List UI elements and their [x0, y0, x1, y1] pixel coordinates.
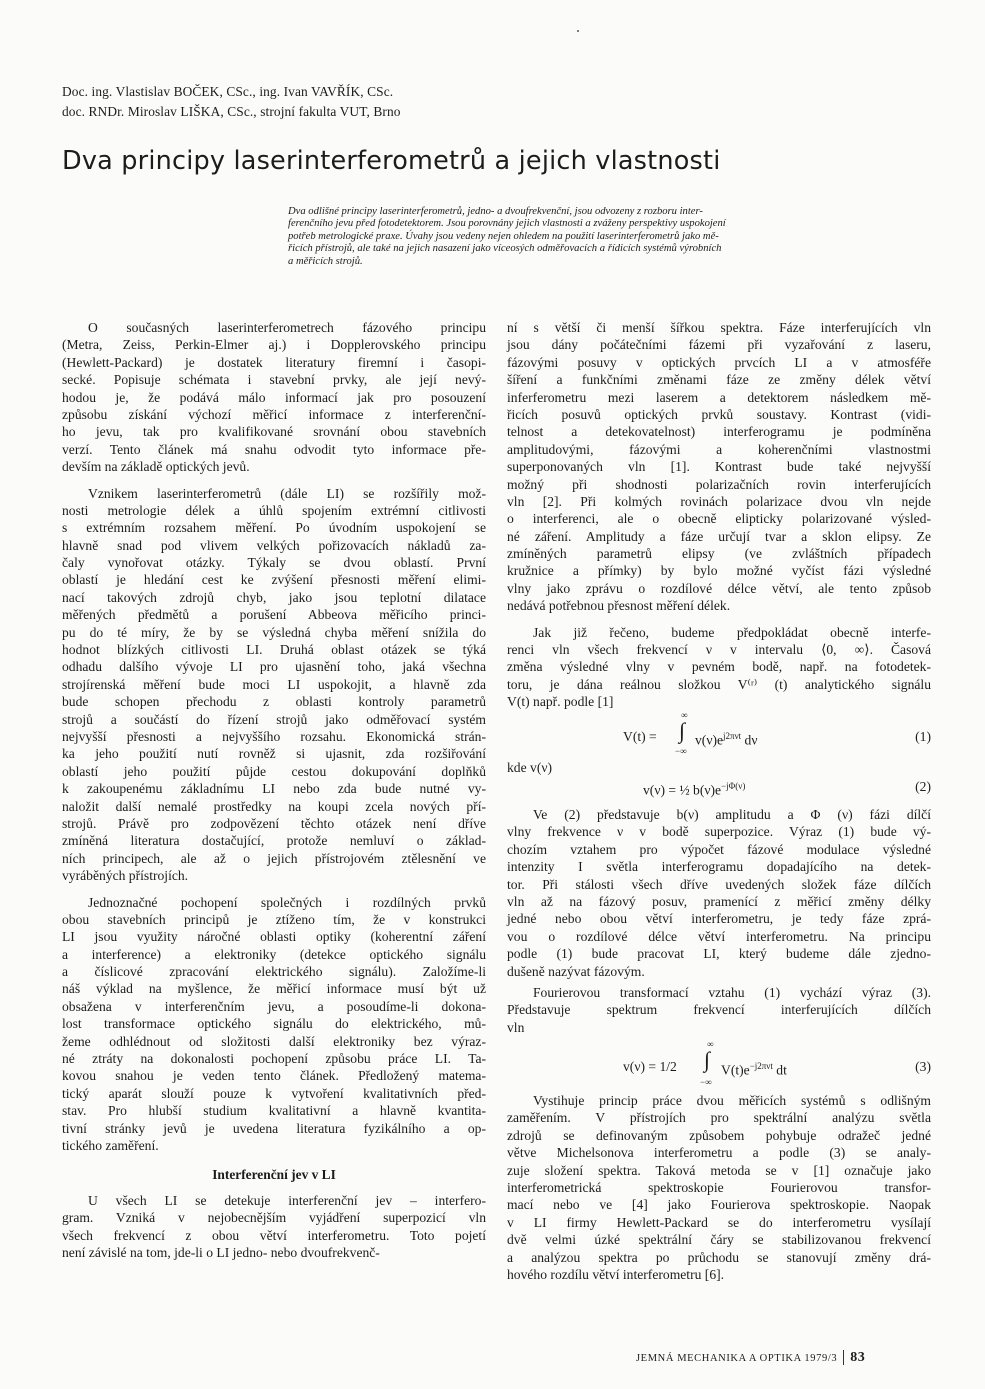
text-line: interferometrická spektroskopie Fourierovou transfor-	[507, 1180, 931, 1196]
text-line: telnost a detekovatelnost) interferogramu je podmíněna	[507, 424, 931, 440]
integral-sign: ∫	[679, 717, 686, 743]
left-column	[62, 319, 486, 1261]
text-line: verzí. Tento článek má snahu odvodit tyto informace pře-	[62, 441, 486, 457]
text-line: vyráběných přístrojích.	[62, 868, 189, 884]
text-line: hodnot blízkých citlivosti LI. Druhá oblast otázek se týká	[62, 642, 486, 658]
article-title: Dva principy laserinterferometrů a jejich vlastnosti	[62, 146, 721, 176]
text-line: stav. Pro hlubší studium kvalitativní a hlavně kvantita-	[62, 1103, 486, 1119]
text-line: zuje složení spektra. Taková metoda se v [1] označuje jako	[507, 1162, 931, 1178]
text-line: Vznikem laserinterferometrů (dále LI) se rozšířily mož-	[88, 485, 486, 501]
text-line: nejvyšší přesnosti a nejvyššího rozsahu. Ekonomická strán-	[62, 728, 486, 744]
text-line: inferferometru mezi laserem a detektorem následkem mě-	[507, 389, 931, 405]
text-line: k zakoupenému základnímu LI nebo zda bude nutné vy-	[62, 781, 486, 797]
speck-mark	[577, 30, 579, 32]
text-line: tický aparát slouží pouze k vytvoření kvalitativních před-	[62, 1085, 486, 1101]
text-line: obou stavebních principů je ztíženo tím, že v konstrukci	[62, 911, 486, 927]
text-line: vou o rozdílové délce větví interferometru. Na principu	[507, 928, 931, 944]
text-line: fázovými posuvy v optických prvcích LI a v atmosféře	[507, 354, 931, 370]
journal-name: JEMNÁ MECHANIKA A OPTIKA 1979/3	[636, 1353, 838, 1364]
text-line: toru, je dána reálnou složkou V⁽ʳ⁾ (t) analytického signálu	[507, 676, 931, 692]
text-line: dvě velmi úzké spektrální čáry se stabilizovanou frekvencí	[507, 1232, 931, 1248]
text-line: Jednoznačné pochopení společných i rozdílných prvků	[88, 894, 486, 910]
text-line: s extrémním rozsahem měření. Po úvodním uspokojení se	[62, 520, 486, 536]
text-line: chozím vztahem pro výpočet fázové modulace výsledné	[507, 841, 931, 857]
paragraph	[507, 319, 931, 615]
eq1-lhs: V(t) =	[623, 728, 657, 744]
text-line: čaly vynořovat otázky. Týkaly se dvou oblastí. První	[62, 555, 486, 571]
text-line: o interferenci, ale o obecně elipticky polarizované výsled-	[507, 511, 931, 527]
eq3-lhs: v(ν) = 1/2	[623, 1059, 677, 1075]
text-line: řicích posuvů optických prvků soustavy. Kontrast (vidi-	[507, 406, 931, 422]
eq1-integrand: v(ν)e	[695, 732, 724, 748]
eq3-rhs	[721, 1058, 787, 1079]
text-line: ních principech, ale až o jejich přístrojovém ztělesnění ve	[62, 850, 486, 866]
text-line: Vystihuje princip práce dvou měřicích systémů s odlišným	[533, 1093, 931, 1109]
text-line: bude schopen přechodu z oblasti kontroly parametrů	[62, 694, 486, 710]
text-line: hlavně snad pod vlivem velkých pořizovacích nákladů za-	[62, 537, 486, 553]
abstract-line: potřeb metrologické praxe. Úvahy jsou vedeny nejen ohledem na použití laserinterferometrů jako mě-	[288, 230, 719, 242]
equation-1	[507, 711, 931, 759]
text-line: zmíněných parametrů elipsy (ve zvláštních případech	[507, 546, 931, 562]
paragraph	[507, 1092, 931, 1283]
text-line: né ztráty na dokonalosti pochopení způsobu práce LI. Ta-	[62, 1051, 486, 1067]
paragraph	[62, 894, 486, 1155]
text-line: zmíněná literatura dostačující, protože nemluví o základ-	[62, 833, 486, 849]
text-line: podle (1) bude pracovat LI, který budeme dále zjedno-	[507, 946, 931, 962]
text-line: vln	[507, 1019, 525, 1035]
text-line: zdrojů se definovaným způsobem pohybuje odražeč jedné	[507, 1127, 931, 1143]
eq3-exponent: −j2πνt	[749, 1061, 773, 1072]
text-line: a číslicové zpracování elektrického signálu). Založíme-li	[62, 964, 486, 980]
text-line: jedné nebo obou větví interferometru, je tedy fáze zprá-	[507, 911, 931, 927]
text-line: jsou dány počátečními fázemi při vyzařování z laseru,	[507, 337, 931, 353]
paragraph	[62, 319, 486, 476]
eq3-number: (3)	[915, 1059, 931, 1075]
text-line: kružnice a přímky) by bylo možné vyčíst fázi výsledné	[507, 563, 931, 579]
text-line: všech frekvencí z obou větví interferometru. Toto pojetí	[62, 1227, 486, 1243]
paragraph	[62, 485, 486, 885]
text-line: náš výklad na myšlence, že měřicí informace musí být už	[62, 981, 486, 997]
text-line: šíření a funkčními změnami fáze ze změny délek větví	[507, 372, 931, 388]
text-line: naložit další nemalé prostředky na koupi zcela nových pří-	[62, 798, 486, 814]
text-line: strojů. Právě pro zodpovězení těchto otázek není dříve	[62, 815, 486, 831]
text-line: vln až na fázový posuv, pramenící z měřicí změny délky	[507, 893, 931, 909]
text-line: možný při shodnosti polarizačních rovin interferujících	[507, 476, 931, 492]
paragraph	[507, 624, 931, 711]
text-line: secké. Popisuje schémata i stavební prvky, ale její nevý-	[62, 372, 486, 388]
text-line: (Metra, Zeiss, Perkin-Elmer aj.) i Dopplerovského principu	[62, 337, 486, 353]
section-heading: Interferenční jev v LI	[212, 1167, 336, 1183]
eq1-lower-limit: −∞	[675, 745, 687, 756]
text-line: obsažena v interferenčním jevu, a posoudíme-li dokona-	[62, 998, 486, 1014]
text-line: strojů a součástí do řízení strojů jako odměřovací systém	[62, 711, 486, 727]
author-line-2: doc. RNDr. Miroslav LIŠKA, CSc., strojní fakulta VUT, Brno	[62, 104, 401, 119]
text-line: ka jeho použití nutí rovněž si ujasnit, zda rozšiřování	[62, 746, 486, 762]
eq2-body	[643, 778, 745, 799]
integral-sign: ∫	[704, 1047, 711, 1073]
text-line: způsobu získání výchozí měřicí informace z interferenční-	[62, 406, 486, 422]
eq1-rhs	[695, 728, 758, 749]
abstract-line: ferenčního jevu před fotodetektorem. Jsou porovnány jejich vlastnosti a zváženy perspektivy uspokojení	[288, 218, 726, 230]
eq3-lower-limit: −∞	[700, 1077, 712, 1088]
text-line: Představuje spektrum frekvencí interferujících dílčích	[507, 1002, 931, 1018]
equation-2	[507, 776, 931, 806]
text-line: nosti metrologie délek a úhlů spojením extrémní citlivosti	[62, 502, 486, 518]
text-line: pu do té míry, že by se výsledná chyba měření snížila do	[62, 624, 486, 640]
text-line: vlny frekvence ν v bodě superpozice. Výraz (1) bude vý-	[507, 824, 931, 840]
text-line: Fourierovou transformací vztahu (1) vychází výraz (3).	[533, 984, 931, 1000]
text-line: není závislé na tom, jde-li o LI jedno- nebo dvoufrekvenč-	[62, 1244, 380, 1260]
kde-line: kde v(ν)	[507, 759, 553, 775]
eq3-upper-limit: ∞	[707, 1039, 714, 1050]
paragraph	[62, 1192, 486, 1262]
text-line: superponovaných vln [1]. Kontrast bude také nejvyšší	[507, 459, 931, 475]
text-line: hového rozdílu větví interferometru [6].	[507, 1266, 725, 1282]
text-line: odhadu dalšího vývoje LI pro ujasnění toho, jaká všechna	[62, 659, 486, 675]
author-line-1: Doc. ing. Vlastislav BOČEK, CSc., ing. Ivan VAVŘÍK, CSc.	[62, 84, 394, 99]
text-line: (Hewlett-Packard) je dostatek literatury firemní i časopi-	[62, 354, 486, 370]
author-block	[62, 82, 662, 122]
eq1-differential: dν	[741, 732, 758, 748]
text-line: gram. Vzniká v nejobecnějším vyjádření superpozicí vln	[62, 1210, 486, 1226]
eq1-number: (1)	[915, 728, 931, 744]
eq2-number: (2)	[915, 778, 931, 794]
text-line: a analýzou spektra po průchodu se stanovují změny drá-	[507, 1249, 931, 1265]
text-line: strojírenská měření bude moci LI uspokojit, a hlavně zda	[62, 676, 486, 692]
equation-3	[507, 1036, 931, 1092]
text-line: renci vln všech frekvencí ν v intervalu ⟨0, ∞⟩. Časová	[507, 642, 931, 658]
text-line: nací takových zdrojů chyb, jako jsou teplotní dilatace	[62, 589, 486, 605]
eq1-exponent: j2πνt	[723, 730, 742, 741]
text-line: větve Michelsonova interferometru a podle (3) se analy-	[507, 1145, 931, 1161]
text-line: tivní stránky jevů je uvedena literatura fyzikálního a op-	[62, 1120, 486, 1136]
eq1-upper-limit: ∞	[681, 709, 688, 720]
text-line: lost transformace optického signálu do elektrického, mů-	[62, 1016, 486, 1032]
text-line: ní s větší či menší šířkou spektra. Fáze interferujících vln	[507, 320, 931, 335]
eq2-exponent: −jΦ(ν)	[721, 780, 746, 791]
eq2-text: v(ν) = ½ b(ν)e	[643, 782, 722, 798]
paragraph	[507, 806, 931, 980]
text-line: intenzity I světla interferogramu dopadajícího na detek-	[507, 859, 931, 875]
text-line: ho jevu, tak pro kvalifikované srovnání obou stavebních	[62, 424, 486, 440]
text-line: oblastí je hledání cest ke zvýšení přesnosti měření elimi-	[62, 572, 486, 588]
text-line: V(t) např. podle [1]	[507, 694, 614, 710]
eq3-integrand: V(t)e	[721, 1062, 750, 1078]
text-line: né záření. Amplitudy a fáze určují tvar a sklon elipsy. Ze	[507, 528, 931, 544]
page-footer	[636, 1350, 936, 1366]
text-line: vln [2]. Při kolmých rovinách polarizace dvou vln nejde	[507, 493, 931, 509]
text-line: změna výsledné vlny v pevném bodě, např. na fotodetek-	[507, 659, 931, 675]
text-line: a interference) a elektroniky (detekce optického signálu	[62, 946, 486, 962]
text-line: měřených předmětů a porušení Abbeova měřicího princi-	[62, 607, 486, 623]
abstract-line: a měřicích strojů.	[288, 255, 363, 267]
text-line: zaměřením. V přístrojích pro spektrální analýzu světla	[507, 1110, 931, 1126]
text-line: U všech LI se detekuje interferenční jev – interfero-	[88, 1192, 486, 1208]
text-line: kovou snahou je veden tento článek. Předložený matema-	[62, 1068, 486, 1084]
paragraph	[507, 984, 931, 1036]
text-line: amplitudovými, fázovými a koherenčními vlastnostmi	[507, 441, 931, 457]
text-line: oblastí jeho použití půjde cestou dokupování doplňků	[62, 763, 486, 779]
text-line: v LI firmy Hewlett-Packard se do interferometru vysílají	[507, 1214, 931, 1230]
abstract	[288, 206, 916, 268]
text-line: tického zaměření.	[62, 1137, 159, 1153]
text-line: LI jsou využity náročné oblasti optiky (koherentní záření	[62, 929, 486, 945]
abstract-line: Dva odlišné principy laserinterferometrů, jedno- a dvoufrekvenční, jsou odvozeny z rozboru inter-	[288, 206, 703, 217]
text-line: mací nebo ve [4] jako Fourierova spektroskopie. Naopak	[507, 1197, 931, 1213]
eq3-differential: dt	[772, 1062, 787, 1078]
text-line: nedává potřebnou přesnost měření délek.	[507, 598, 731, 614]
abstract-line: řicích přístrojů, ale také na jejich nasazení jako víceosých odměřovacích a řídicích systémů výrobních	[288, 243, 722, 255]
text-line: dušeně nazývat fázovým.	[507, 963, 645, 979]
text-line: žeme odhlédnout od složitosti další elektroniky bez výraz-	[62, 1033, 486, 1049]
text-line: Jak již řečeno, budeme předpokládat obecně interfe-	[533, 624, 931, 640]
page-number: 83	[843, 1350, 865, 1365]
text-line: O současných laserinterferometrech fázového principu	[88, 320, 486, 335]
text-line: hodou je, že podává málo informací jak pro posouzení	[62, 389, 486, 405]
text-line: vlny jako zprávu o rozdílové délce větví, ale tento způsob	[507, 580, 931, 596]
right-column	[507, 319, 931, 1283]
text-line: tor. Při stálosti všech dříve uvedených složek fáze dílčích	[507, 876, 931, 892]
text-line: devším na základě optických jevů.	[62, 459, 250, 475]
text-line: Ve (2) představuje b(ν) amplitudu a Φ (ν) fázi dílčí	[533, 806, 931, 822]
